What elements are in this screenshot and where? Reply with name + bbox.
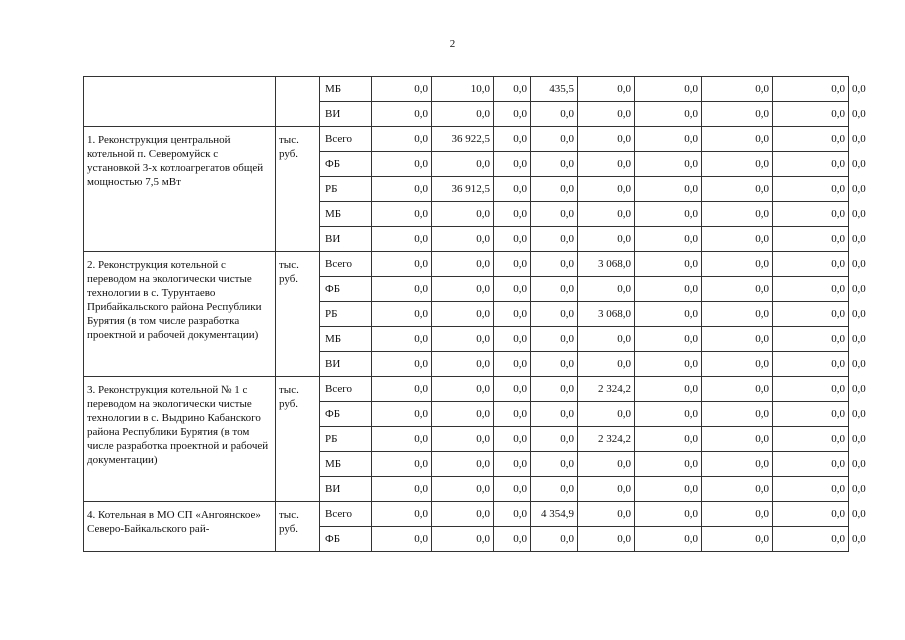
value-cell: 0,0 <box>702 127 773 152</box>
table-row: ВИ 0,0 0,0 0,0 0,0 0,0 0,0 0,0 0,0 0,0 <box>84 102 849 127</box>
value-cell: 0,0 <box>372 227 432 252</box>
value-cell: 0,0 <box>432 102 494 127</box>
value-cell: 0,0 <box>372 352 432 377</box>
value-cell: 0,0 <box>494 227 531 252</box>
value-cell: 0,0 <box>531 127 578 152</box>
value-cell: 0,0 <box>432 202 494 227</box>
value-cell: 0,0 <box>494 452 531 477</box>
value-cell: 0,0 <box>578 477 635 502</box>
value-cell: 0,0 <box>531 152 578 177</box>
unit-cell: тыс. руб. <box>276 127 320 252</box>
value-cell: 0,0 <box>531 302 578 327</box>
value-cell: 0,0 <box>531 177 578 202</box>
table-row: 1. Реконструкция центральной котельной п. Северомуйск с установкой 3-х котлоагрегатов общей мощностью 7,5 мВт тыс. руб. Всего 0,0 36 922,5 0,0 0,0 0,0 0,0 0,0 0,0 0,0 <box>84 127 849 152</box>
value-cell: 0,0 <box>702 302 773 327</box>
funding-source: Всего <box>320 252 372 277</box>
value-cell: 0,0 <box>432 502 494 527</box>
value-cell: 0,0 <box>635 277 702 302</box>
value-cell: 0,0 <box>773 152 849 177</box>
value-cell: 0,0 <box>494 252 531 277</box>
value-cell: 0,0 <box>432 152 494 177</box>
value-cell: 0,0 <box>432 352 494 377</box>
value-cell: 0,0 <box>432 252 494 277</box>
funding-source: МБ <box>320 452 372 477</box>
value-cell: 0,0 <box>494 327 531 352</box>
value-cell: 0,0 <box>773 177 849 202</box>
value-cell: 0,0 <box>578 527 635 552</box>
value-cell: 0,0 <box>578 177 635 202</box>
unit-cell: тыс. руб. <box>276 252 320 377</box>
funding-source: ВИ <box>320 102 372 127</box>
value-cell: 0,0 <box>702 277 773 302</box>
value-cell: 0,0 <box>494 202 531 227</box>
value-cell: 0,0 <box>372 277 432 302</box>
table-row: 3. Реконструкция котельной № 1 с переводом на экологически чистые технологии в с. Выдрино Кабанского района Республики Бурятия (в том числе разработка проектной и рабочей документации) тыс. руб. Всего 0,0 0,0 0,0 0,0 2 324,2 0,0 0,0 0,0 0,0 <box>84 377 849 402</box>
value-cell: 0,0 <box>702 227 773 252</box>
value-cell: 0,0 <box>635 502 702 527</box>
value-cell: 0,0 <box>432 452 494 477</box>
value-cell: 0,0 <box>578 227 635 252</box>
value-cell: 0,0 <box>494 377 531 402</box>
value-cell: 0,0 <box>372 252 432 277</box>
value-cell: 4 354,9 <box>531 502 578 527</box>
value-cell: 0,0 <box>578 502 635 527</box>
value-cell: 0,0 <box>494 77 531 102</box>
value-cell: 0,0 <box>635 177 702 202</box>
value-cell: 0,0 <box>702 477 773 502</box>
value-cell: 0,0 <box>635 202 702 227</box>
table-row: ФБ 0,0 0,0 0,0 0,0 0,0 0,0 0,0 0,0 0,0 <box>84 527 849 552</box>
table-row: ФБ 0,0 0,0 0,0 0,0 0,0 0,0 0,0 0,0 0,0 <box>84 152 849 177</box>
funding-source: МБ <box>320 202 372 227</box>
table-row: РБ 0,0 36 912,5 0,0 0,0 0,0 0,0 0,0 0,0 0,0 <box>84 177 849 202</box>
value-cell: 0,0 <box>578 127 635 152</box>
value-cell: 0,0 <box>531 227 578 252</box>
measure-name: 2. Реконструкция котельной с переводом на экологически чистые технологии в с. Турунтаево Прибайкальского района Республики Бурятия (в том числе разработка проектной и рабочей документации) <box>84 252 276 377</box>
table-row: ВИ 0,0 0,0 0,0 0,0 0,0 0,0 0,0 0,0 0,0 <box>84 352 849 377</box>
funding-source: ВИ <box>320 352 372 377</box>
value-cell: 0,0 <box>372 177 432 202</box>
measure-name <box>84 77 276 127</box>
value-cell: 0,0 <box>635 452 702 477</box>
funding-source: РБ <box>320 427 372 452</box>
value-cell: 10,0 <box>432 77 494 102</box>
value-cell: 0,0 <box>773 227 849 252</box>
value-cell: 0,0 <box>432 477 494 502</box>
value-cell: 0,0 <box>494 127 531 152</box>
value-cell: 0,0 <box>635 102 702 127</box>
value-cell: 0,0 <box>635 302 702 327</box>
value-cell: 0,0 <box>494 102 531 127</box>
value-cell: 0,0 <box>432 227 494 252</box>
funding-source: ФБ <box>320 152 372 177</box>
table-row: РБ 0,0 0,0 0,0 0,0 2 324,2 0,0 0,0 0,0 0,0 <box>84 427 849 452</box>
value-cell: 0,0 <box>494 527 531 552</box>
table-row: МБ 0,0 0,0 0,0 0,0 0,0 0,0 0,0 0,0 0,0 <box>84 327 849 352</box>
value-cell: 0,0 <box>531 377 578 402</box>
funding-source: ФБ <box>320 277 372 302</box>
value-cell: 3 068,0 <box>578 302 635 327</box>
value-cell: 0,0 <box>702 527 773 552</box>
value-cell: 0,0 <box>372 502 432 527</box>
table-row: ФБ 0,0 0,0 0,0 0,0 0,0 0,0 0,0 0,0 0,0 <box>84 402 849 427</box>
value-cell: 0,0 <box>773 252 849 277</box>
value-cell: 0,0 <box>372 527 432 552</box>
unit-cell: тыс. руб. <box>276 502 320 552</box>
table-row: 4. Котельная в МО СП «Ангоянское» Северо-Байкальского рай- тыс. руб. Всего 0,0 0,0 0,0 4 354,9 0,0 0,0 0,0 0,0 0,0 <box>84 502 849 527</box>
value-cell: 0,0 <box>578 277 635 302</box>
table-row: РБ 0,0 0,0 0,0 0,0 3 068,0 0,0 0,0 0,0 0,0 <box>84 302 849 327</box>
value-cell: 0,0 <box>635 477 702 502</box>
value-cell: 0,0 <box>702 502 773 527</box>
funding-source: Всего <box>320 502 372 527</box>
value-cell: 0,0 <box>531 277 578 302</box>
value-cell: 0,0 <box>531 327 578 352</box>
value-cell: 0,0 <box>773 277 849 302</box>
measure-name: 3. Реконструкция котельной № 1 с переводом на экологически чистые технологии в с. Выдрино Кабанского района Республики Бурятия (в том числе разработка проектной и рабочей документации) <box>84 377 276 502</box>
value-cell: 0,0 <box>372 102 432 127</box>
value-cell: 0,0 <box>773 202 849 227</box>
funding-source: МБ <box>320 327 372 352</box>
value-cell: 36 912,5 <box>432 177 494 202</box>
value-cell: 0,0 <box>432 327 494 352</box>
value-cell: 0,0 <box>432 302 494 327</box>
value-cell: 0,0 <box>635 77 702 102</box>
value-cell: 0,0 <box>578 102 635 127</box>
value-cell: 0,0 <box>702 402 773 427</box>
measure-name: 1. Реконструкция центральной котельной п. Северомуйск с установкой 3-х котлоагрегатов общей мощностью 7,5 мВт <box>84 127 276 252</box>
value-cell: 0,0 <box>635 327 702 352</box>
value-cell: 0,0 <box>773 477 849 502</box>
value-cell: 0,0 <box>372 77 432 102</box>
funding-source: МБ <box>320 77 372 102</box>
measure-name: 4. Котельная в МО СП «Ангоянское» Северо-Байкальского рай- <box>84 502 276 552</box>
table-row: МБ 0,0 0,0 0,0 0,0 0,0 0,0 0,0 0,0 0,0 <box>84 202 849 227</box>
value-cell: 0,0 <box>635 127 702 152</box>
value-cell: 0,0 <box>531 252 578 277</box>
value-cell: 0,0 <box>635 227 702 252</box>
value-cell: 0,0 <box>372 152 432 177</box>
funding-source: ФБ <box>320 527 372 552</box>
value-cell: 0,0 <box>635 252 702 277</box>
table-row: ВИ 0,0 0,0 0,0 0,0 0,0 0,0 0,0 0,0 0,0 <box>84 477 849 502</box>
value-cell: 0,0 <box>494 177 531 202</box>
value-cell: 0,0 <box>773 427 849 452</box>
unit-cell <box>276 77 320 127</box>
value-cell: 0,0 <box>773 377 849 402</box>
value-cell: 0,0 <box>372 402 432 427</box>
value-cell: 0,0 <box>702 377 773 402</box>
table-row: ФБ 0,0 0,0 0,0 0,0 0,0 0,0 0,0 0,0 0,0 <box>84 277 849 302</box>
value-cell: 0,0 <box>702 177 773 202</box>
funding-source: ВИ <box>320 227 372 252</box>
table-row: 2. Реконструкция котельной с переводом на экологически чистые технологии в с. Турунтаево Прибайкальского района Республики Бурятия (в том числе разработка проектной и рабочей документации) тыс. руб. Всего 0,0 0,0 0,0 0,0 3 068,0 0,0 0,0 0,0 0,0 <box>84 252 849 277</box>
value-cell: 0,0 <box>635 377 702 402</box>
value-cell: 0,0 <box>531 477 578 502</box>
value-cell: 0,0 <box>372 302 432 327</box>
value-cell: 0,0 <box>531 427 578 452</box>
value-cell: 2 324,2 <box>578 427 635 452</box>
funding-source: ФБ <box>320 402 372 427</box>
value-cell: 0,0 <box>578 352 635 377</box>
value-cell: 0,0 <box>531 352 578 377</box>
table-row: МБ 0,0 0,0 0,0 0,0 0,0 0,0 0,0 0,0 0,0 <box>84 452 849 477</box>
funding-source: РБ <box>320 302 372 327</box>
value-cell: 0,0 <box>635 527 702 552</box>
unit-cell: тыс. руб. <box>276 377 320 502</box>
value-cell: 0,0 <box>432 427 494 452</box>
value-cell: 0,0 <box>773 352 849 377</box>
value-cell: 0,0 <box>635 402 702 427</box>
value-cell: 3 068,0 <box>578 252 635 277</box>
value-cell: 0,0 <box>635 152 702 177</box>
value-cell: 0,0 <box>372 327 432 352</box>
value-cell: 0,0 <box>578 452 635 477</box>
value-cell: 0,0 <box>773 452 849 477</box>
value-cell: 0,0 <box>578 327 635 352</box>
value-cell: 0,0 <box>773 127 849 152</box>
value-cell: 0,0 <box>494 427 531 452</box>
value-cell: 0,0 <box>702 202 773 227</box>
value-cell: 0,0 <box>494 352 531 377</box>
value-cell: 0,0 <box>372 477 432 502</box>
value-cell: 0,0 <box>432 377 494 402</box>
funding-source: Всего <box>320 127 372 152</box>
value-cell: 0,0 <box>432 527 494 552</box>
table-body <box>84 77 866 552</box>
value-cell: 0,0 <box>494 477 531 502</box>
value-cell: 0,0 <box>702 152 773 177</box>
value-cell: 0,0 <box>372 202 432 227</box>
budget-table <box>83 76 866 552</box>
value-cell: 0,0 <box>578 152 635 177</box>
funding-source: РБ <box>320 177 372 202</box>
value-cell: 0,0 <box>635 352 702 377</box>
value-cell: 435,5 <box>531 77 578 102</box>
value-cell: 0,0 <box>635 427 702 452</box>
funding-source: ВИ <box>320 477 372 502</box>
table-row: МБ 0,0 10,0 0,0 435,5 0,0 0,0 0,0 0,0 0,0 <box>84 77 849 102</box>
value-cell: 0,0 <box>531 452 578 477</box>
value-cell: 0,0 <box>702 452 773 477</box>
value-cell: 0,0 <box>372 427 432 452</box>
value-cell: 0,0 <box>773 302 849 327</box>
funding-source: Всего <box>320 377 372 402</box>
value-cell: 0,0 <box>531 527 578 552</box>
value-cell: 0,0 <box>578 202 635 227</box>
value-cell: 0,0 <box>432 277 494 302</box>
value-cell: 0,0 <box>372 377 432 402</box>
value-cell: 0,0 <box>531 202 578 227</box>
value-cell: 0,0 <box>531 102 578 127</box>
value-cell: 0,0 <box>773 102 849 127</box>
value-cell: 0,0 <box>702 427 773 452</box>
value-cell: 0,0 <box>702 352 773 377</box>
value-cell: 0,0 <box>702 327 773 352</box>
value-cell: 0,0 <box>773 77 849 102</box>
value-cell: 0,0 <box>494 402 531 427</box>
value-cell: 0,0 <box>773 502 849 527</box>
value-cell: 0,0 <box>494 302 531 327</box>
value-cell: 0,0 <box>494 502 531 527</box>
value-cell: 0,0 <box>494 152 531 177</box>
value-cell: 0,0 <box>773 327 849 352</box>
value-cell: 2 324,2 <box>578 377 635 402</box>
value-cell: 0,0 <box>702 102 773 127</box>
value-cell: 0,0 <box>773 402 849 427</box>
value-cell: 0,0 <box>702 77 773 102</box>
value-cell: 0,0 <box>432 402 494 427</box>
value-cell: 0,0 <box>773 527 849 552</box>
value-cell: 0,0 <box>578 77 635 102</box>
value-cell: 0,0 <box>372 452 432 477</box>
table-row: ВИ 0,0 0,0 0,0 0,0 0,0 0,0 0,0 0,0 0,0 <box>84 227 849 252</box>
page-number: 2 <box>449 38 456 50</box>
value-cell: 0,0 <box>702 252 773 277</box>
value-cell: 0,0 <box>531 402 578 427</box>
value-cell: 0,0 <box>372 127 432 152</box>
value-cell: 0,0 <box>494 277 531 302</box>
value-cell: 36 922,5 <box>432 127 494 152</box>
value-cell: 0,0 <box>578 402 635 427</box>
